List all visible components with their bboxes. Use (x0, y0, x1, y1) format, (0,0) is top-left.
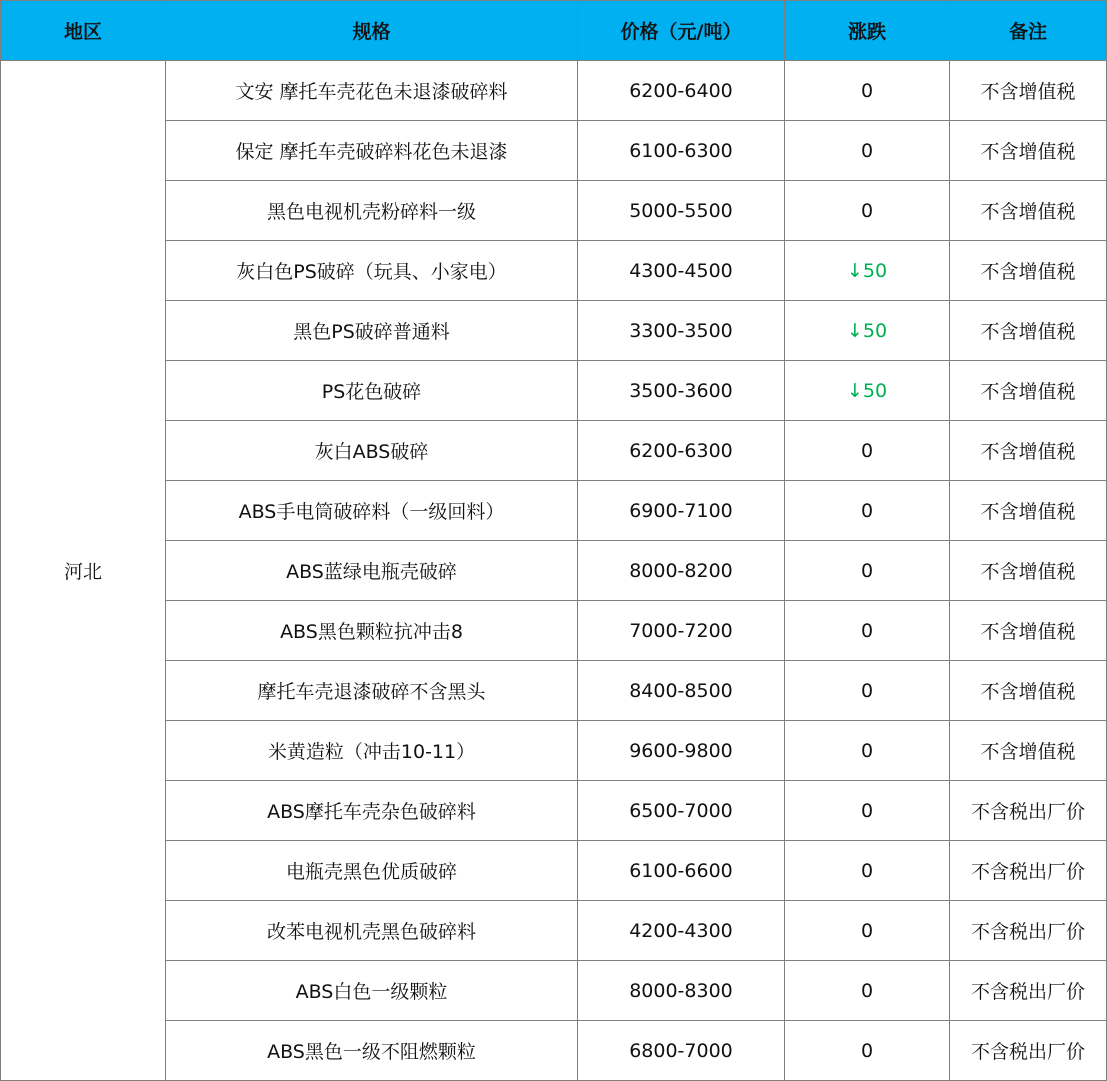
table-row (1, 121, 1107, 181)
table-row (1, 301, 1107, 361)
note-cell: 不含税出厂价 (950, 841, 1107, 901)
table-row (1, 541, 1107, 601)
price-cell: 4200-4300 (578, 901, 785, 961)
change-cell: 0 (785, 901, 950, 961)
price-cell: 6900-7100 (578, 481, 785, 541)
change-cell: 0 (785, 61, 950, 121)
price-cell: 6200-6300 (578, 421, 785, 481)
spec-cell: 摩托车壳退漆破碎不含黑头 (166, 661, 578, 721)
change-cell: 0 (785, 781, 950, 841)
note-cell: 不含增值税 (950, 541, 1107, 601)
change-cell: 0 (785, 421, 950, 481)
spec-cell: ABS手电筒破碎料（一级回料） (166, 481, 578, 541)
table-row (1, 601, 1107, 661)
price-cell: 5000-5500 (578, 181, 785, 241)
header-change: 涨跌 (785, 1, 950, 61)
table-row (1, 661, 1107, 721)
header-note: 备注 (950, 1, 1107, 61)
note-cell: 不含增值税 (950, 661, 1107, 721)
spec-cell: 改苯电视机壳黑色破碎料 (166, 901, 578, 961)
change-cell: 0 (785, 121, 950, 181)
price-cell: 8000-8300 (578, 961, 785, 1021)
table-row (1, 421, 1107, 481)
change-cell: 0 (785, 841, 950, 901)
spec-cell: 电瓶壳黑色优质破碎 (166, 841, 578, 901)
header-price: 价格（元/吨） (578, 1, 785, 61)
price-cell: 6800-7000 (578, 1021, 785, 1081)
header-spec: 规格 (166, 1, 578, 61)
table-row (1, 481, 1107, 541)
spec-cell: ABS白色一级颗粒 (166, 961, 578, 1021)
change-cell: 0 (785, 541, 950, 601)
spec-cell: PS花色破碎 (166, 361, 578, 421)
spec-cell: 文安 摩托车壳花色未退漆破碎料 (166, 61, 578, 121)
price-cell: 6100-6300 (578, 121, 785, 181)
price-cell: 3300-3500 (578, 301, 785, 361)
note-cell: 不含增值税 (950, 361, 1107, 421)
change-cell: 0 (785, 661, 950, 721)
note-cell: 不含增值税 (950, 481, 1107, 541)
change-cell: 0 (785, 1021, 950, 1081)
spec-cell: ABS蓝绿电瓶壳破碎 (166, 541, 578, 601)
change-cell: 0 (785, 181, 950, 241)
change-cell: 0 (785, 961, 950, 1021)
price-cell: 6100-6600 (578, 841, 785, 901)
table-row (1, 361, 1107, 421)
price-cell: 4300-4500 (578, 241, 785, 301)
spec-cell: ABS黑色颗粒抗冲击8 (166, 601, 578, 661)
change-cell: 0 (785, 721, 950, 781)
header-row (1, 1, 1107, 61)
spec-cell: 黑色PS破碎普通料 (166, 301, 578, 361)
note-cell: 不含税出厂价 (950, 781, 1107, 841)
header-region: 地区 (1, 1, 166, 61)
note-cell: 不含增值税 (950, 721, 1107, 781)
note-cell: 不含增值税 (950, 181, 1107, 241)
table-row (1, 781, 1107, 841)
change-cell: ↓50 (785, 301, 950, 361)
price-cell: 6200-6400 (578, 61, 785, 121)
spec-cell: ABS黑色一级不阻燃颗粒 (166, 1021, 578, 1081)
note-cell: 不含增值税 (950, 121, 1107, 181)
spec-cell: 保定 摩托车壳破碎料花色未退漆 (166, 121, 578, 181)
note-cell: 不含增值税 (950, 421, 1107, 481)
table-row (1, 961, 1107, 1021)
change-cell: ↓50 (785, 241, 950, 301)
note-cell: 不含增值税 (950, 601, 1107, 661)
note-cell: 不含增值税 (950, 61, 1107, 121)
spec-cell: 灰白色PS破碎（玩具、小家电） (166, 241, 578, 301)
table-row (1, 1021, 1107, 1081)
note-cell: 不含增值税 (950, 241, 1107, 301)
change-cell: 0 (785, 481, 950, 541)
table-row (1, 181, 1107, 241)
change-cell: ↓50 (785, 361, 950, 421)
note-cell: 不含税出厂价 (950, 901, 1107, 961)
table-row (1, 61, 1107, 121)
note-cell: 不含税出厂价 (950, 1021, 1107, 1081)
spec-cell: ABS摩托车壳杂色破碎料 (166, 781, 578, 841)
price-cell: 3500-3600 (578, 361, 785, 421)
note-cell: 不含税出厂价 (950, 961, 1107, 1021)
change-cell: 0 (785, 601, 950, 661)
price-cell: 9600-9800 (578, 721, 785, 781)
table-row (1, 901, 1107, 961)
table-row (1, 241, 1107, 301)
price-cell: 8400-8500 (578, 661, 785, 721)
price-cell: 8000-8200 (578, 541, 785, 601)
region-cell: 河北 (1, 61, 166, 1081)
price-cell: 7000-7200 (578, 601, 785, 661)
table-row (1, 721, 1107, 781)
table-row (1, 841, 1107, 901)
spec-cell: 米黄造粒（冲击10-11） (166, 721, 578, 781)
price-cell: 6500-7000 (578, 781, 785, 841)
note-cell: 不含增值税 (950, 301, 1107, 361)
spec-cell: 黑色电视机壳粉碎料一级 (166, 181, 578, 241)
spec-cell: 灰白ABS破碎 (166, 421, 578, 481)
